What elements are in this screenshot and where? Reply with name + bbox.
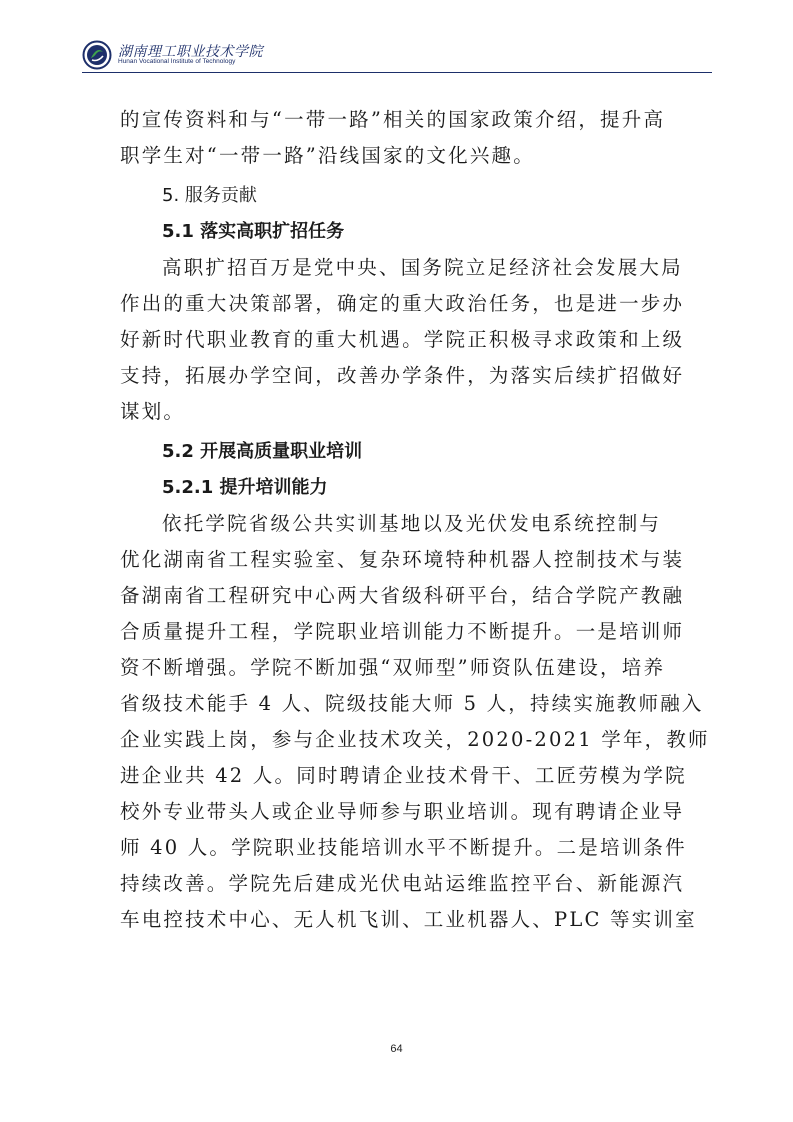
text-line: 资不断增强。学院不断加强“双师型”师资队伍建设，培养 [120,656,666,679]
school-name-cn: 湖南理工职业技术学院 [118,44,263,60]
text-line: 合质量提升工程，学院职业培训能力不断提升。一是培训师 [120,620,685,643]
text-line: 好新时代职业教育的重大机遇。学院正积极寻求政策和上级 [120,328,685,351]
paragraph-expansion [120,250,690,430]
subsection-heading: 5.2 开展高质量职业培训 [162,441,363,462]
text-line: 高职扩招百万是党中央、国务院立足经济社会发展大局 [162,256,683,279]
text-line: 持续改善。学院先后建成光伏电站运维监控平台、新能源汽 [120,872,685,895]
text-line: 支持，拓展办学空间，改善办学条件，为落实后续扩招做好 [120,364,685,387]
text-line: 进企业共 42 人。同时聘请企业技术骨干、工匠劳模为学院 [120,764,687,787]
header-divider [82,72,712,73]
page-number: 64 [390,1043,403,1055]
subsubsection-heading: 5.2.1 提升培训能力 [162,477,328,498]
text-line: 作出的重大决策部署，确定的重大政治任务，也是进一步办 [120,292,685,315]
text-line: 优化湖南省工程实验室、复杂环境特种机器人控制技术与装 [120,548,685,571]
text-line: 备湖南省工程研究中心两大省级科研平台，结合学院产教融 [120,584,685,607]
text-line: 企业实践上岗，参与企业技术攻关，2020-2021 学年，教师 [120,728,710,751]
text-line: 谋划。 [120,400,186,423]
school-logo-icon [82,40,112,70]
school-name-en: Hunan Vocational Institute of Technology [118,58,236,65]
page-header [82,38,712,74]
text-line: 依托学院省级公共实训基地以及光伏发电系统控制与 [162,512,662,535]
section-heading: 5. 服务贡献 [162,185,257,206]
text-line: 的宣传资料和与“一带一路”相关的国家政策介绍，提升高 [120,108,666,131]
text-line: 省级技术能手 4 人、院级技能大师 5 人，持续实施教师融入 [120,692,704,715]
paragraph-continued [120,102,690,174]
document-body [120,102,710,938]
paragraph-training [120,506,710,938]
text-line: 师 40 人。学院职业技能培训水平不断提升。二是培训条件 [120,836,687,859]
text-line: 车电控技术中心、无人机飞训、工业机器人、PLC 等实训室 [120,908,697,931]
text-line: 职学生对“一带一路”沿线国家的文化兴趣。 [120,144,535,167]
subsection-heading: 5.1 落实高职扩招任务 [162,221,345,242]
text-line: 校外专业带头人或企业导师参与职业培训。现有聘请企业导 [120,800,685,823]
